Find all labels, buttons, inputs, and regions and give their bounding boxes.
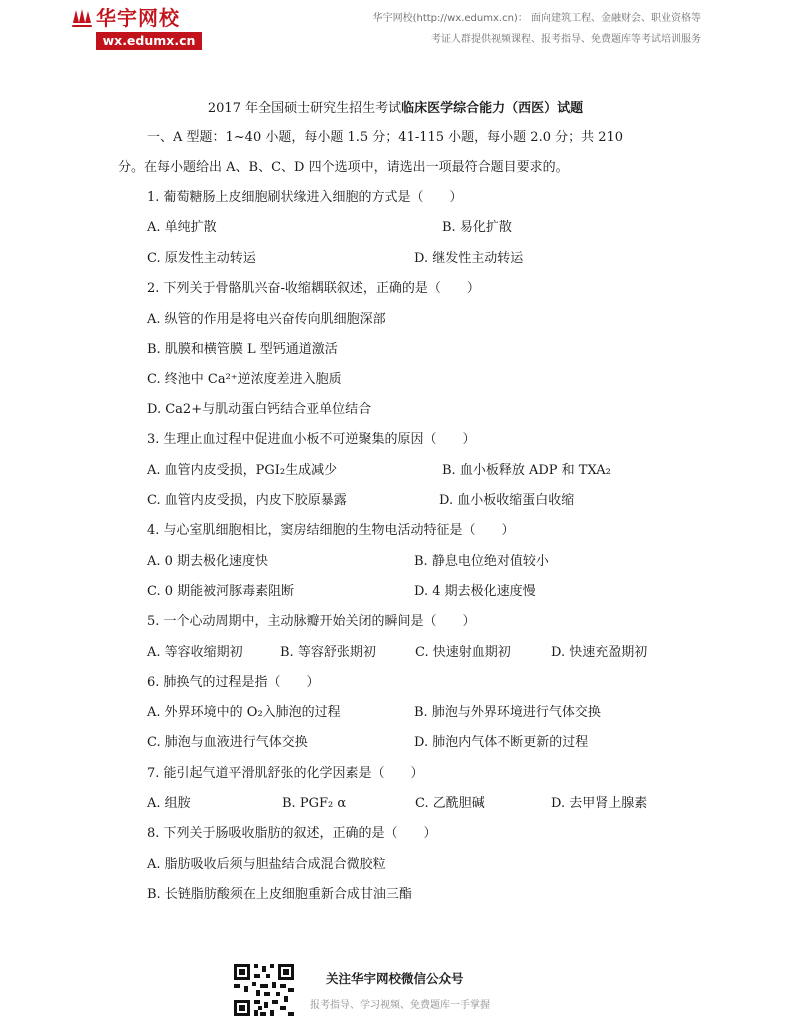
title-prefix: 2017 年全国硕士研究生招生考试 [207,101,402,116]
option-3c: C. 血管内皮受损，内皮下胶原暴露 [147,493,347,508]
section-intro-line-2: 分。在每小题给出 A、B、C、D 四个选项中，请选出一项最符合题目要求的。 [118,160,569,175]
question-4: 4. 与心室肌细胞相比，窦房结细胞的生物电活动特征是（ ） [147,523,515,538]
option-5d: D. 快速充盈期初 [551,645,648,660]
option-5b: B. 等容舒张期初 [280,645,376,660]
option-8a: A. 脂肪吸收后须与胆盐结合成混合微胶粒 [147,857,386,872]
option-7d: D. 去甲肾上腺素 [551,796,648,811]
option-4a: A. 0 期去极化速度快 [147,554,269,569]
header-line-1: 华宇网校(http://wx.edumx.cn)： 面向建筑工程、金融财会、职业资格等 [372,13,701,24]
option-1d: D. 继发性主动转运 [414,251,524,266]
option-2a: A. 纵管的作用是将电兴奋传向肌细胞深部 [147,312,386,327]
question-8: 8. 下列关于肠吸收脂肪的叙述，正确的是（ ） [147,826,437,841]
header-line-2: 考证人群提供视频课程、报考指导、免费题库等考试培训服务 [431,34,701,45]
option-6b: B. 肺泡与外界环境进行气体交换 [414,705,601,720]
qr-code-icon [232,962,296,1018]
question-3: 3. 生理止血过程中促进血小板不可逆聚集的原因（ ） [147,432,476,447]
section-intro-line-1: 一、A 型题：1~40 小题，每小题 1.5 分；41-115 小题，每小题 2.0 分；共 210 [147,130,624,145]
option-3b: B. 血小板释放 ADP 和 TXA₂ [442,463,611,478]
option-1b: B. 易化扩散 [442,220,512,235]
footer-subtitle: 报考指导、学习视频、免费题库一手掌握 [310,1000,490,1011]
question-1: 1. 葡萄糖肠上皮细胞刷状缘进入细胞的方式是（ ） [147,190,463,205]
title-bold: 临床医学综合能力（西医）试题 [401,101,584,116]
option-7b: B. PGF₂ α [282,796,347,811]
logo-name: 华宇网校 [96,6,180,30]
page-title [0,100,791,118]
option-6c: C. 肺泡与血液进行气体交换 [147,735,308,750]
option-3a: A. 血管内皮受损，PGI₂生成减少 [147,463,338,478]
option-2b: B. 肌膜和横管膜 L 型钙通道激活 [147,342,338,357]
question-7: 7. 能引起气道平滑肌舒张的化学因素是（ ） [147,766,424,781]
logo-url: wx.edumx.cn [96,32,202,50]
option-6d: D. 肺泡内气体不断更新的过程 [414,735,589,750]
option-7c: C. 乙酰胆碱 [415,796,485,811]
site-logo[interactable] [70,8,202,50]
option-3d: D. 血小板收缩蛋白收缩 [439,493,575,508]
footer-title: 关注华宇网校微信公众号 [326,971,464,986]
option-5a: A. 等容收缩期初 [147,645,243,660]
pencil-logo-icon [70,8,94,28]
option-5c: C. 快速射血期初 [415,645,511,660]
question-2: 2. 下列关于骨骼肌兴奋-收缩耦联叙述，正确的是（ ） [147,281,480,296]
option-7a: A. 组胺 [147,796,191,811]
question-6: 6. 肺换气的过程是指（ ） [147,675,320,690]
option-4b: B. 静息电位绝对值较小 [414,554,549,569]
option-4c: C. 0 期能被河豚毒素阻断 [147,584,295,599]
option-8b: B. 长链脂肪酸须在上皮细胞重新合成甘油三酯 [147,887,412,902]
option-6a: A. 外界环境中的 O₂入肺泡的过程 [147,705,341,720]
option-2c: C. 终池中 Ca²⁺逆浓度差进入胞质 [147,372,342,387]
option-2d: D. Ca2+与肌动蛋白钙结合亚单位结合 [147,402,372,417]
option-4d: D. 4 期去极化速度慢 [414,584,536,599]
question-5: 5. 一个心动周期中，主动脉瓣开始关闭的瞬间是（ ） [147,614,476,629]
option-1a: A. 单纯扩散 [147,220,217,235]
option-1c: C. 原发性主动转运 [147,251,256,266]
